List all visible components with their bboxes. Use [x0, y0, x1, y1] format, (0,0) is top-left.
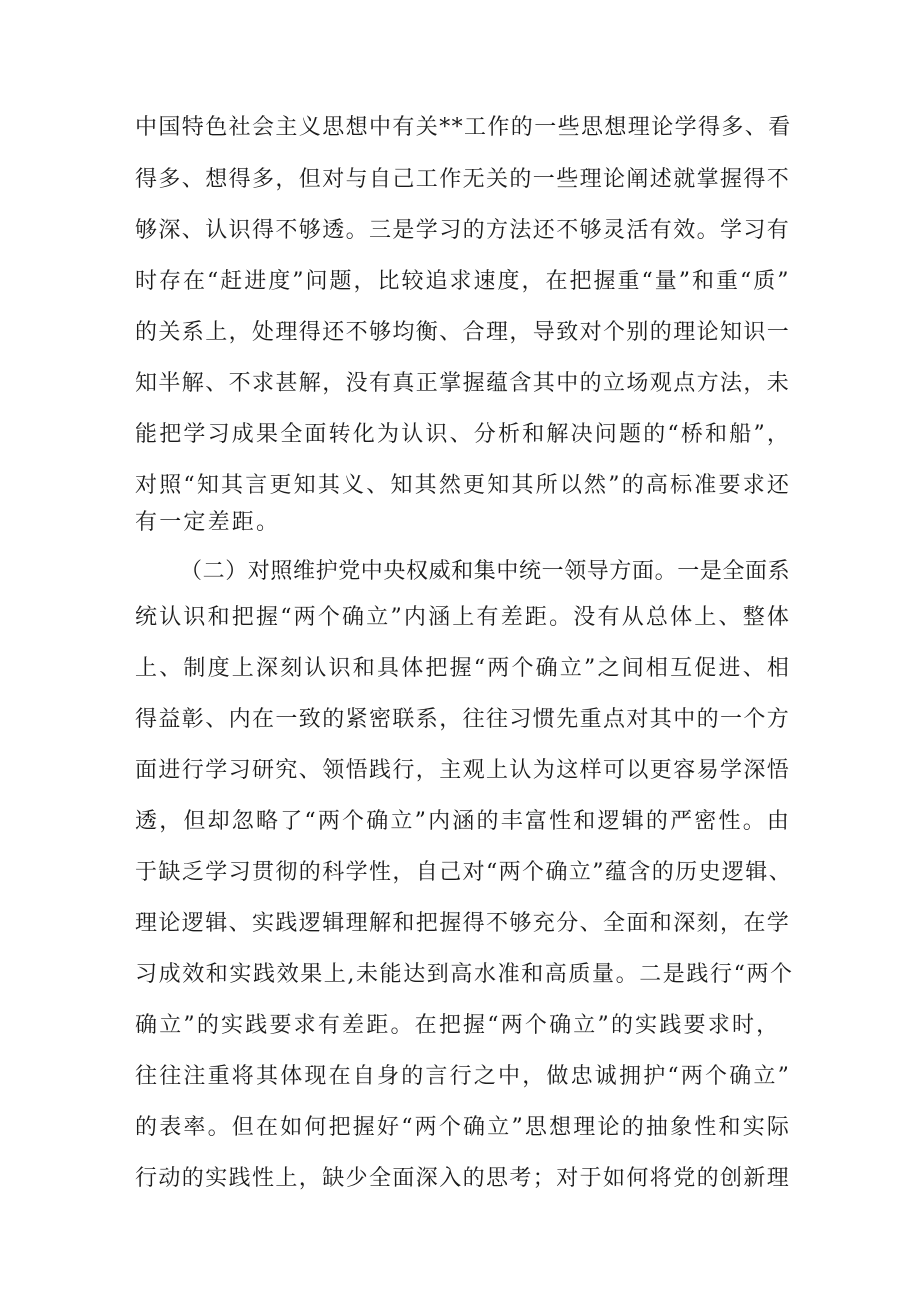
text-line: 往往注重将其体现在自身的言行之中，做忠诚拥护“两个确立” [135, 1064, 792, 1089]
text-line: 习成效和实践效果上,未能达到高水准和高质量。二是践行“两个 [135, 962, 794, 987]
text-line: 面进行学习研究、领悟践行，主观上认为这样可以更容易学深悟 [135, 758, 791, 783]
text-line: 能把学习成果全面转化为认识、分析和解决问题的“桥和船”， [135, 422, 792, 447]
text-line: 时存在“赶进度”问题，比较追求速度，在把握重“量”和重“质” [135, 269, 791, 294]
text-line: 的表率。但在如何把握好“两个确立”思想理论的抽象性和实际 [135, 1115, 792, 1140]
text-line: 理论逻辑、实践逻辑理解和把握得不够充分、全面和深刻，在学 [135, 911, 791, 936]
text-line: （二）对照维护党中央权威和集中统一领导方面。一是全面系 [180, 559, 791, 584]
text-line: 确立”的实践要求有差距。在把握“两个确立”的实践要求时， [135, 1013, 781, 1038]
text-line: 有一定差距。 [135, 510, 281, 535]
text-line: 得益彰、内在一致的紧密联系，往往习惯先重点对其中的一个方 [135, 707, 791, 732]
text-line: 中国特色社会主义思想中有关**工作的一些思想理论学得多、看 [135, 115, 792, 140]
text-line: 够深、认识得不够透。三是学习的方法还不够灵活有效。学习有 [135, 218, 791, 243]
text-line: 上、制度上深刻认识和具体把握“两个确立”之间相互促进、相 [135, 656, 792, 681]
text-line: 透，但却忽略了“两个确立”内涵的丰富性和逻辑的严密性。由 [135, 809, 792, 834]
text-line: 行动的实践性上，缺少全面深入的思考；对于如何将党的创新理 [135, 1166, 791, 1191]
text-line: 得多、想得多，但对与自己工作无关的一些理论阐述就掌握得不 [135, 167, 791, 192]
text-line: 统认识和把握“两个确立”内涵上有差距。没有从总体上、整体 [135, 605, 792, 630]
text-line: 的关系上，处理得还不够均衡、合理，导致对个别的理论知识一 [135, 320, 791, 345]
text-line: 知半解、不求甚解，没有真正掌握蕴含其中的立场观点方法，未 [135, 371, 791, 396]
text-line: 于缺乏学习贯彻的科学性，自己对“两个确立”蕴含的历史逻辑、 [135, 860, 793, 885]
text-line: 对照“知其言更知其义、知其然更知其所以然”的高标准要求还 [135, 473, 792, 498]
